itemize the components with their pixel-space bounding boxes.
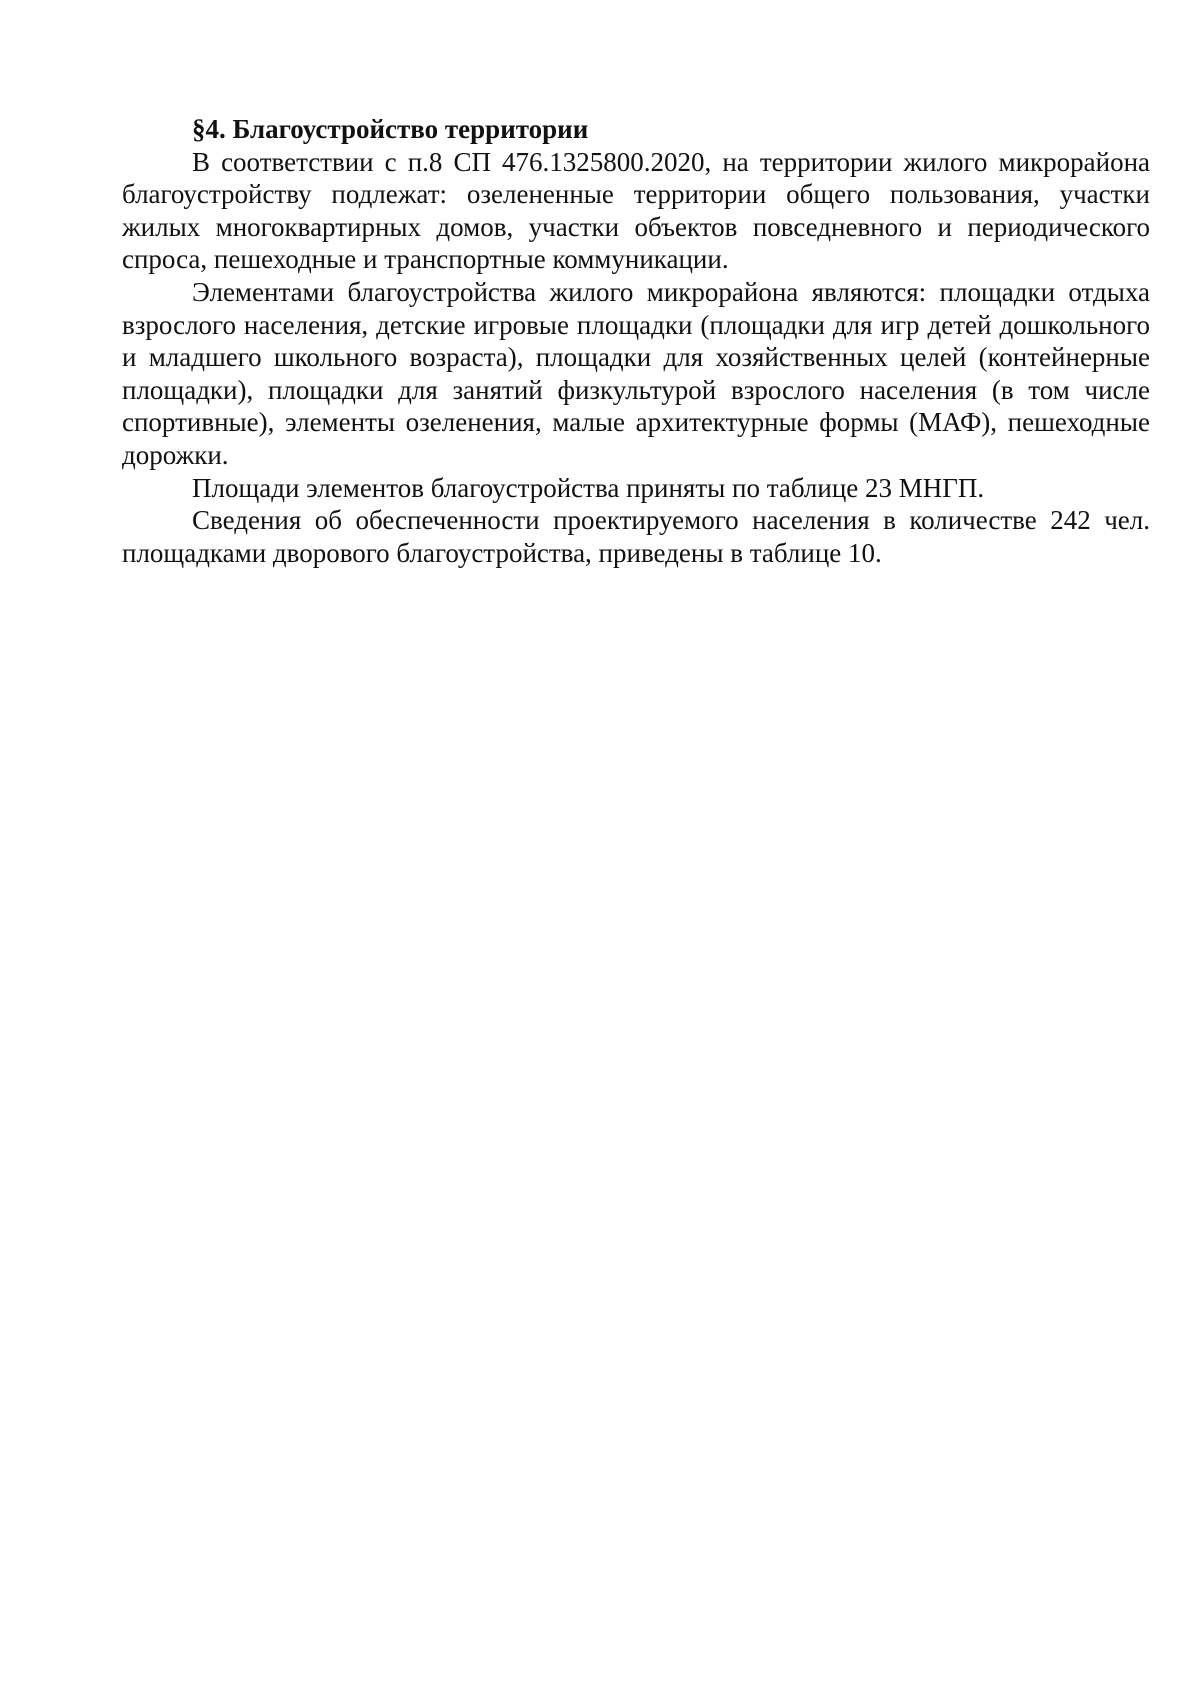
- paragraph-improvement-elements: Элементами благоустройства жилого микрорайона являются: площадки отдыха взрослого населения, детские игровые площадки (площадки для игр детей дошкольного и младшего школьного возраста), площадки для хозяйственных целей (контейнерные площадки), площадки для занятий физкультурой взрослого населения (в том числе спортивные), элементы озеленения, малые архитектурные формы (МАФ), пешеходные дорожки.: [122, 276, 1150, 470]
- paragraph-areas-reference: Площади элементов благоустройства приняты по таблице 23 МНГП.: [192, 472, 985, 503]
- paragraph-territory-scope: В соответствии с п.8 СП 476.1325800.2020, на территории жилого микрорайона благоустройству подлежат: озелененные территории общего пользования, участки жилых многоквартирных домов, участки объектов повседневного и периодического спроса, пешеходные и транспортные коммуникации.: [122, 146, 1150, 275]
- paragraph-population-provision: Сведения об обеспеченности проектируемого населения в количестве 242 чел. площадками дворового благоустройства, приведены в таблице 10.: [122, 505, 1150, 568]
- section-title: §4. Благоустройство территории: [192, 114, 589, 144]
- document-body: [122, 113, 1150, 569]
